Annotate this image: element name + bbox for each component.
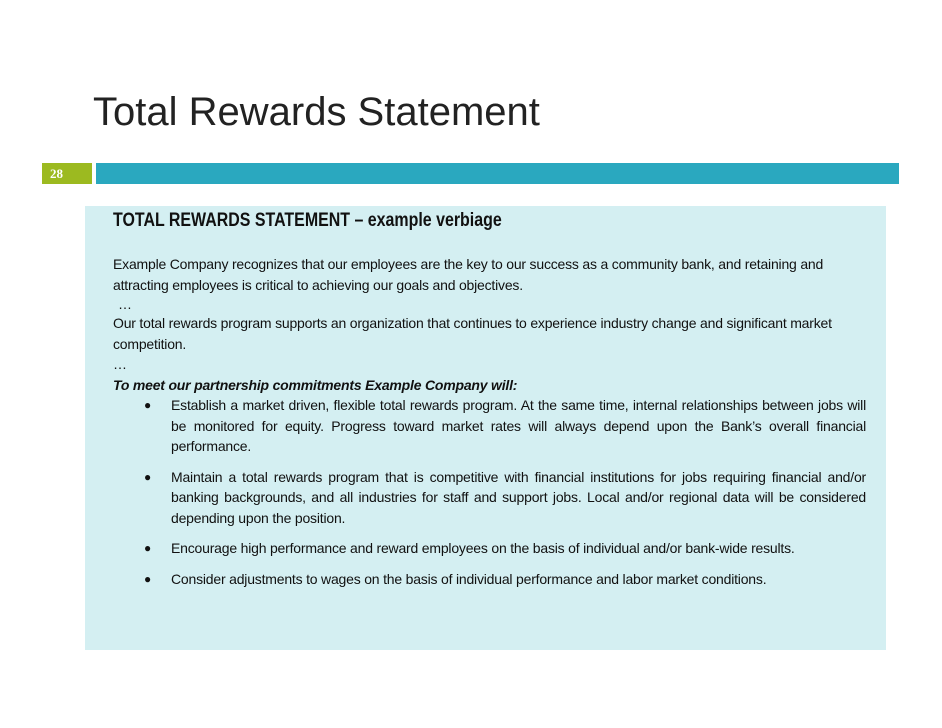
content-body [113, 208, 866, 599]
list-item-text: Consider adjustments to wages on the basis of individual performance and labor market conditions. [171, 570, 767, 587]
list-item-text: Establish a market driven, flexible total rewards program. At the same time, internal relationships between jobs will be monitored for equity. Progress toward market rates will always depend upon the Bank’s overall financial performance. [171, 397, 866, 454]
title-divider-bar [96, 163, 899, 184]
program-paragraph: Our total rewards program supports an organization that continues to experience industry change and significant market competition. [113, 315, 832, 352]
list-item-text: Encourage high performance and reward employees on the basis of individual and/or bank-wide results. [171, 540, 795, 556]
bullet-icon: ● [144, 571, 152, 586]
ellipsis-2: … [113, 356, 127, 372]
bullet-icon: ● [144, 541, 152, 555]
list-item [113, 569, 866, 590]
content-heading: TOTAL REWARDS STATEMENT – example verbiage [113, 210, 502, 231]
slide-title: Total Rewards Statement [93, 90, 540, 134]
content-panel [85, 206, 886, 650]
bullet-icon: ● [144, 469, 152, 484]
list-item-text: Maintain a total rewards program that is competitive with financial institutions for jobs requiring financial and/or banking backgrounds, and all industries for staff and support jobs. Local and/or regional data will be considered depending upon the position. [171, 468, 866, 526]
bullet-icon: ● [144, 398, 152, 412]
commitments-list [113, 395, 866, 589]
ellipsis-1: … [118, 296, 132, 312]
commitments-lead-in: To meet our partnership commitments Example Company will: [113, 376, 518, 393]
intro-paragraph: Example Company recognizes that our employees are the key to our success as a community bank, and retaining and attracting employees is critical to achieving our goals and objectives. [113, 256, 824, 293]
page-number: 28 [50, 166, 63, 181]
page-number-bar [42, 163, 92, 184]
list-item [113, 467, 866, 529]
list-item [113, 538, 866, 559]
list-item [113, 395, 866, 457]
